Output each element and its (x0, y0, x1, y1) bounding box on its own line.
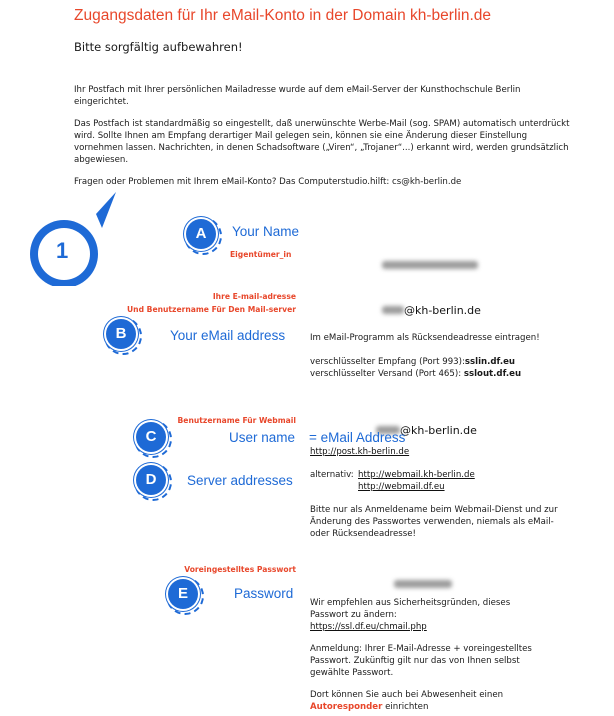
outgoing-server-line (310, 368, 521, 380)
login-note: Anmeldung: Ihrer E-Mail-Adresse + voreingestelltes Passwort. Zukünftig gilt nur das von Ihnen selbst gewählte Passwort. (310, 644, 532, 678)
incoming-label: verschlüsselter Empfang (Port 993): (310, 357, 465, 367)
badge-d-icon: D (136, 465, 166, 495)
name-value-redacted (382, 254, 478, 273)
autoresponder-line (310, 701, 428, 713)
incoming-server: sslin.df.eu (464, 357, 516, 367)
password-change-link[interactable]: https://ssl.df.eu/chmail.php (310, 622, 427, 632)
subtitle: Bitte sorgfältig aufbewahren! (74, 40, 243, 54)
step-one-callout-icon (24, 186, 124, 286)
webmail-primary-link[interactable]: http://post.kh-berlin.de (310, 447, 410, 457)
your-name-label: Your Name (232, 224, 300, 239)
webmail-alt-link-2[interactable]: http://webmail.df.eu (358, 482, 445, 492)
outgoing-label: verschlüsselter Versand (Port 465): (310, 369, 462, 379)
email-value (382, 299, 481, 318)
help-paragraph: Fragen oder Problemen mit Ihrem eMail-Konto? Das Computerstudio.hilft: cs@kh-berlin.de (74, 177, 462, 187)
page-title: Zugangsdaten für Ihr eMail-Konto in der Domain kh-berlin.de (74, 7, 492, 24)
outgoing-server: sslout.df.eu (463, 369, 522, 379)
username-usage-note: Bitte nur als Anmeldename beim Webmail-Dienst und zur Änderung des Passwortes verwenden, niemals als eMail- oder Rücksendeadresse! (310, 505, 558, 539)
return-address-note: Im eMail-Programm als Rücksendeadresse eintragen! (310, 333, 540, 343)
default-password-red-label: Voreingestelltes Passwort (184, 565, 296, 574)
owner-label: Eigentümer_in (230, 250, 292, 259)
autoresponder-keyword: Autoresponder (310, 702, 383, 712)
username-domain: @kh-berlin.de (400, 424, 477, 437)
badge-b-icon: B (106, 319, 136, 349)
email-red-label: Ihre E-mail-adresse (212, 292, 296, 301)
email-domain: @kh-berlin.de (404, 304, 481, 317)
incoming-server-line (310, 356, 515, 368)
intro-paragraph: Ihr Postfach mit Ihrer persönlichen Mailadresse wurde auf dem eMail-Server der Kunsthochschule Berlin eingerichtet. (74, 85, 521, 107)
user-name-label: User name (229, 430, 296, 445)
password-change-note: Wir empfehlen aus Sicherheitsgründen, dieses Passwort zu ändern: (310, 598, 511, 620)
badge-e-icon: E (168, 579, 198, 609)
password-label: Password (234, 586, 294, 601)
step-one-number: 1 (56, 238, 69, 263)
your-email-label: Your eMail address (170, 328, 286, 343)
alternative-label: alternativ: (310, 470, 354, 480)
password-value-redacted (394, 573, 452, 592)
equals-email-address-label: = eMail Address (309, 430, 406, 445)
spam-paragraph: Das Postfach ist standardmäßig so eingestellt, daß unerwünschte Werbe-Mail (sog. SPAM) automatisch unterdrückt wird. Sollte Ihnen am Empfang derartiger Mail gelegen sein, können sie eine Änderung dieser Einstellung vornehmen lassen. Nachrichten, in denen Schadsoftware („Viren“, „Trojaner“...) erkannt wird, werden grundsätzlich abgewiesen. (74, 119, 570, 165)
server-addresses-label: Server addresses (187, 473, 293, 488)
autoresponder-suffix: einrichten (385, 702, 429, 712)
webmail-alt-link-1[interactable]: http://webmail.kh-berlin.de (358, 470, 475, 480)
username-mailserver-red-label: Und Benutzername Für Den Mail-server (127, 305, 296, 314)
absence-note: Dort können Sie auch bei Abwesenheit einen (310, 690, 504, 700)
webmail-username-red-label: Benutzername Für Webmail (177, 416, 296, 425)
badge-a-icon: A (186, 219, 216, 249)
badge-c-icon: C (136, 422, 166, 452)
